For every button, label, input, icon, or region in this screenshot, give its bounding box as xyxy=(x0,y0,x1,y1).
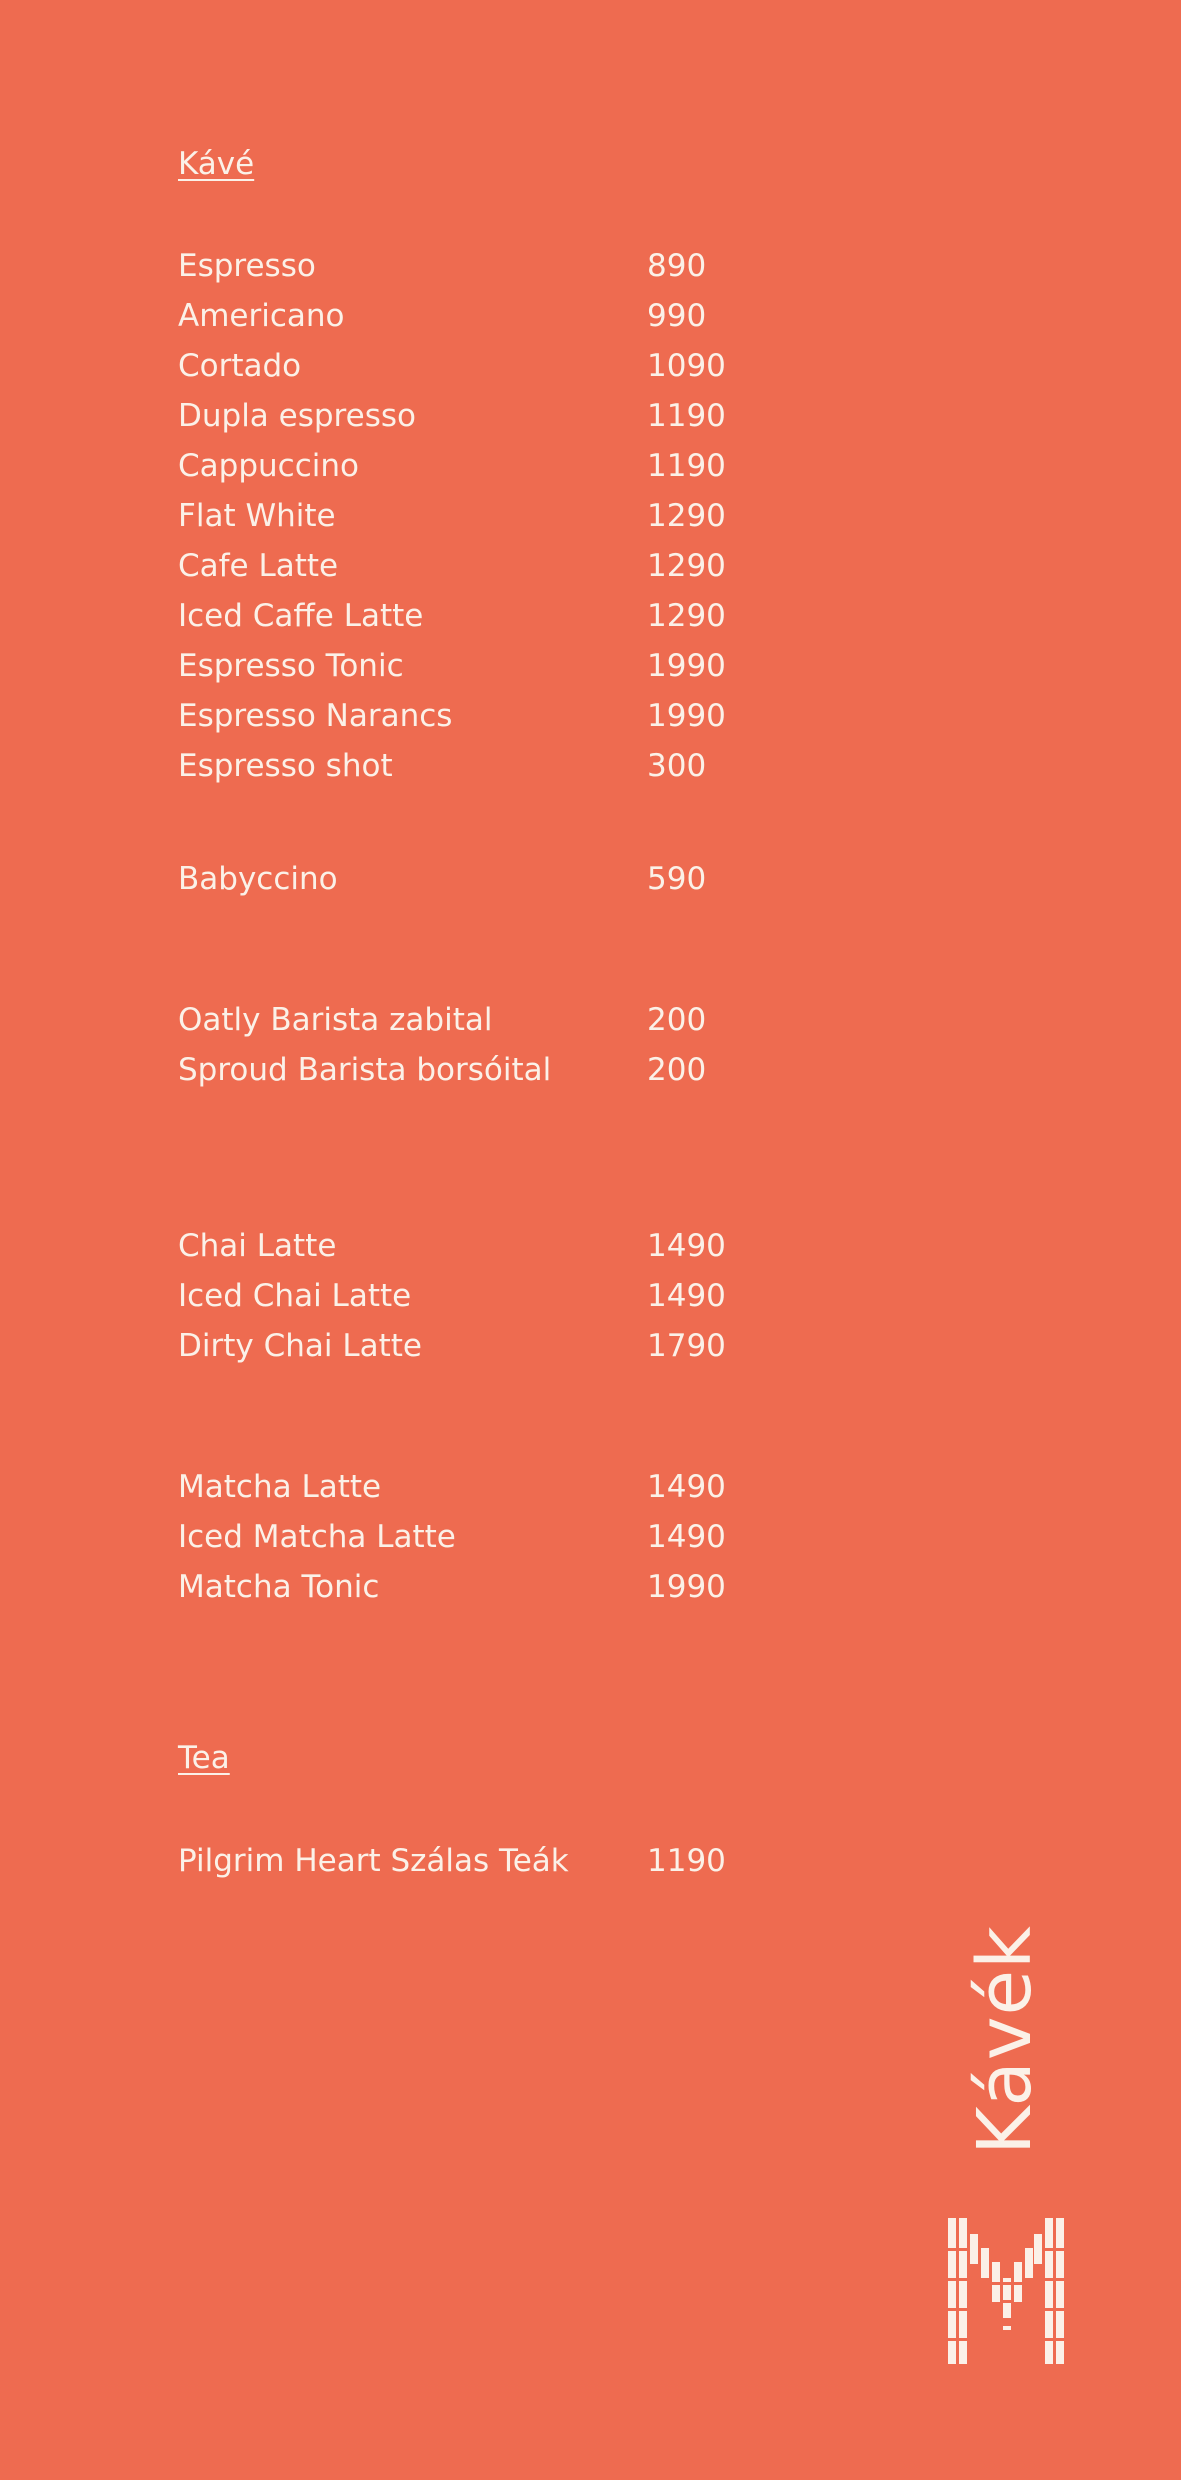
item-price: 200 xyxy=(647,1002,707,1038)
item-name: Matcha Latte xyxy=(178,1469,382,1505)
item-price: 990 xyxy=(647,298,707,334)
menu-item xyxy=(178,1226,798,1266)
item-price: 1490 xyxy=(647,1278,726,1314)
section-heading-tea: Tea xyxy=(178,1740,230,1776)
item-price: 590 xyxy=(647,861,707,897)
item-price: 1490 xyxy=(647,1519,726,1555)
item-price: 200 xyxy=(647,1052,707,1088)
item-price: 1990 xyxy=(647,648,726,684)
item-price: 1190 xyxy=(647,1843,726,1879)
item-name: Dupla espresso xyxy=(178,398,416,434)
item-name: Cappuccino xyxy=(178,448,359,484)
item-name: Cafe Latte xyxy=(178,548,339,584)
menu-item xyxy=(178,396,798,436)
item-price: 1990 xyxy=(647,1569,726,1605)
menu-item xyxy=(178,1517,798,1557)
item-price: 1990 xyxy=(647,698,726,734)
menu-item xyxy=(178,446,798,486)
item-name: Sproud Barista borsóital xyxy=(178,1052,552,1088)
menu-item xyxy=(178,296,798,336)
item-price: 1090 xyxy=(647,348,726,384)
item-name: Espresso Narancs xyxy=(178,698,453,734)
item-price: 1490 xyxy=(647,1228,726,1264)
item-name: Iced Chai Latte xyxy=(178,1278,412,1314)
menu-item xyxy=(178,646,798,686)
item-price: 1290 xyxy=(647,548,726,584)
side-title: Kávék xyxy=(962,1925,1048,2155)
item-name: Iced Caffe Latte xyxy=(178,598,424,634)
section-heading-kave: Kávé xyxy=(178,146,255,182)
menu-item xyxy=(178,1326,798,1366)
item-name: Babyccino xyxy=(178,861,338,897)
menu-item xyxy=(178,1050,798,1090)
item-name: Americano xyxy=(178,298,345,334)
item-name: Flat White xyxy=(178,498,336,534)
item-price: 1190 xyxy=(647,448,726,484)
item-price: 300 xyxy=(647,748,707,784)
item-name: Chai Latte xyxy=(178,1228,337,1264)
menu-item xyxy=(178,1567,798,1607)
item-price: 890 xyxy=(647,248,707,284)
item-name: Matcha Tonic xyxy=(178,1569,380,1605)
item-price: 1790 xyxy=(647,1328,726,1364)
menu-item xyxy=(178,596,798,636)
item-name: Espresso xyxy=(178,248,316,284)
item-name: Cortado xyxy=(178,348,302,384)
item-name: Dirty Chai Latte xyxy=(178,1328,422,1364)
menu-item xyxy=(178,1000,798,1040)
menu-item xyxy=(178,546,798,586)
item-name: Espresso shot xyxy=(178,748,393,784)
menu-item xyxy=(178,746,798,786)
menu-item xyxy=(178,346,798,386)
menu-item xyxy=(178,246,798,286)
menu-item xyxy=(178,1841,798,1881)
menu-item xyxy=(178,859,798,899)
menu-item xyxy=(178,696,798,736)
menu-item xyxy=(178,1467,798,1507)
item-name: Iced Matcha Latte xyxy=(178,1519,456,1555)
item-price: 1290 xyxy=(647,498,726,534)
item-price: 1490 xyxy=(647,1469,726,1505)
item-price: 1190 xyxy=(647,398,726,434)
item-name: Espresso Tonic xyxy=(178,648,404,684)
item-price: 1290 xyxy=(647,598,726,634)
brick-m-logo-icon xyxy=(948,2218,1064,2364)
item-name: Oatly Barista zabital xyxy=(178,1002,493,1038)
menu-item xyxy=(178,1276,798,1316)
menu-item xyxy=(178,496,798,536)
item-name: Pilgrim Heart Szálas Teák xyxy=(178,1843,569,1879)
